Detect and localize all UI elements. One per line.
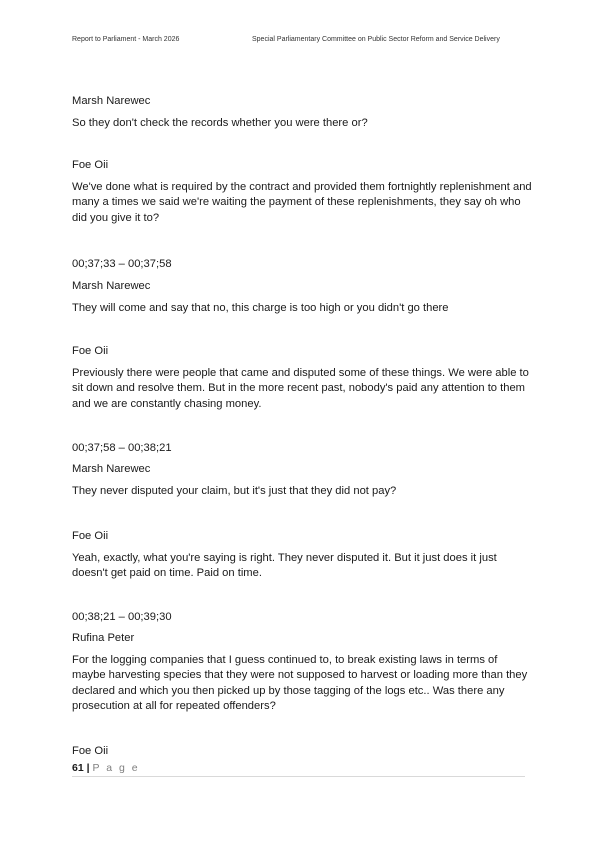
timestamp	[72, 610, 532, 626]
timestamp-text: 00;37;58 – 00;38;21	[72, 442, 172, 454]
speaker-name: Marsh Narewec	[72, 463, 151, 475]
speaker-name: Rufina Peter	[72, 632, 135, 644]
timestamp-text: 00;37;33 – 00;37;58	[72, 258, 172, 270]
speaker-block	[72, 529, 532, 582]
header-committee-name: Special Parliamentary Committee on Public Sector Reform and Service Delivery	[252, 36, 500, 43]
speaker-name: Foe Oii	[72, 345, 109, 357]
speech-text: They never disputed your claim, but it's just that they did not pay?	[72, 484, 397, 497]
speaker-block	[72, 631, 532, 715]
page-number: 61	[72, 762, 84, 774]
speech-text: For the logging companies that I guess continued to, to break existing laws in terms of maybe harvesting species that they were not supposed to harvest or loading more than they declared and which you then picked up by those tagging of the logs etc.. Was there any prosecution at all for repeated offenders?	[72, 653, 528, 713]
timestamp-text: 00;38;21 – 00;39;30	[72, 611, 172, 623]
speaker-block	[72, 744, 532, 760]
page-header	[72, 36, 523, 48]
speaker-block	[72, 462, 532, 499]
footer-separator: |	[86, 762, 90, 774]
timestamp	[72, 257, 532, 273]
speech-text: They will come and say that no, this charge is too high or you didn't go there	[72, 301, 449, 314]
speaker-name: Marsh Narewec	[72, 95, 151, 107]
speech-text: Previously there were people that came and disputed some of these things. We were able to sit down and resolve them. But in the more recent past, nobody's paid any attention to them and we are constantly chasing money.	[72, 366, 529, 410]
speaker-block	[72, 279, 532, 316]
speaker-name: Foe Oii	[72, 745, 109, 757]
speaker-name: Foe Oii	[72, 530, 109, 542]
page-label: P a g e	[92, 762, 140, 774]
speaker-name: Marsh Narewec	[72, 280, 151, 292]
timestamp	[72, 441, 532, 457]
speech-text: So they don't check the records whether you were there or?	[72, 116, 368, 129]
speech-text: We've done what is required by the contract and provided them fortnightly replenishment and many a times we said we're waiting the payment of these replenishments, they say oh who did you give it to?	[72, 180, 532, 224]
speaker-block	[72, 94, 532, 131]
header-report-title: Report to Parliament - March 2026	[72, 36, 180, 43]
page-footer	[72, 762, 525, 777]
speaker-block	[72, 158, 532, 226]
speech-text: Yeah, exactly, what you're saying is right. They never disputed it. But it just does it just doesn't get paid on time. Paid on time.	[72, 551, 497, 580]
speaker-block	[72, 344, 532, 412]
speaker-name: Foe Oii	[72, 159, 109, 171]
